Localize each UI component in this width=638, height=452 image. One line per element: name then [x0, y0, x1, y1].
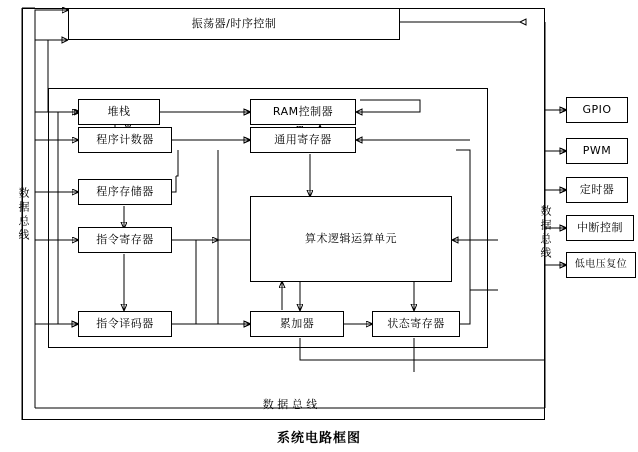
peripheral-interrupt-control[interactable]: 中断控制 — [566, 215, 634, 241]
block-status-register[interactable]: 状态寄存器 — [372, 311, 460, 337]
label-data-bus-right: 数据总线 — [539, 205, 553, 261]
diagram-caption: 系统电路框图 — [276, 431, 361, 446]
peripheral-pwm[interactable]: PWM — [566, 138, 628, 164]
block-general-registers[interactable]: 通用寄存器 — [250, 127, 356, 153]
peripheral-timer[interactable]: 定时器 — [566, 177, 628, 203]
block-instruction-register[interactable]: 指令寄存器 — [78, 227, 172, 253]
block-accumulator[interactable]: 累加器 — [250, 311, 344, 337]
block-program-memory[interactable]: 程序存储器 — [78, 179, 172, 205]
block-ram-controller[interactable]: RAM控制器 — [250, 99, 356, 125]
block-program-counter[interactable]: 程序计数器 — [78, 127, 172, 153]
block-alu[interactable]: 算术逻辑运算单元 — [250, 196, 452, 282]
block-instruction-decoder[interactable]: 指令译码器 — [78, 311, 172, 337]
peripheral-low-voltage-reset[interactable]: 低电压复位 — [566, 252, 636, 278]
peripheral-gpio[interactable]: GPIO — [566, 97, 628, 123]
label-data-bus-bottom: 数 据 总 线 — [262, 398, 318, 411]
block-oscillator[interactable]: 振荡器/时序控制 — [68, 8, 400, 40]
label-data-bus-left: 数据总线 — [17, 187, 31, 243]
block-stack[interactable]: 堆栈 — [78, 99, 160, 125]
